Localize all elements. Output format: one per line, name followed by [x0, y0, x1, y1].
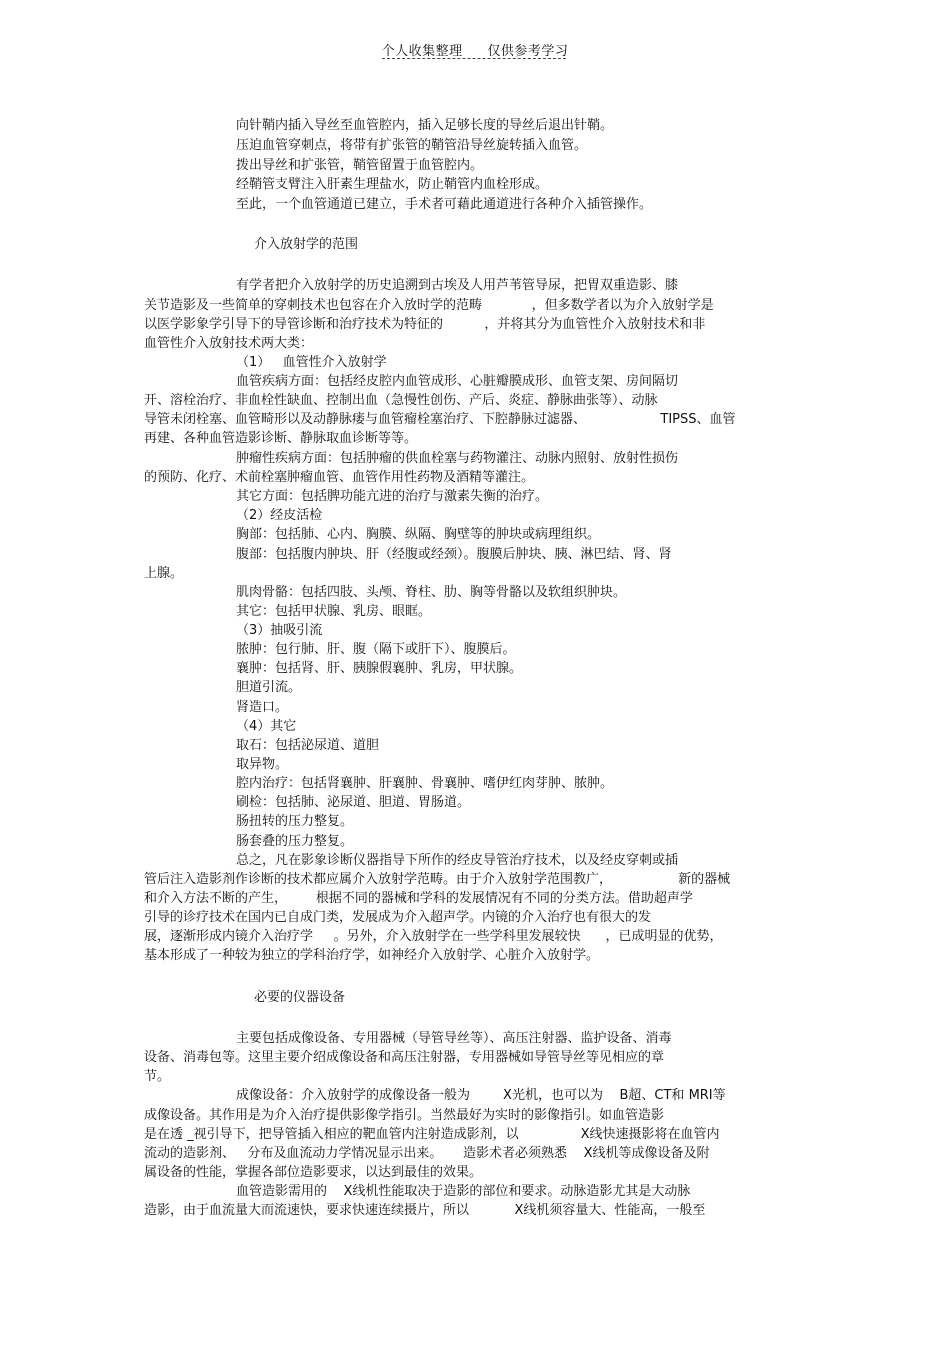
text-line: 属设备的性能，掌握各部位造影要求，以达到最佳的效果。: [144, 1165, 483, 1180]
text-line: 其它：包括甲状腺、乳房、眼眶。: [236, 604, 432, 619]
text-line: 取石：包括泌尿道、道胆: [236, 738, 380, 753]
text-line: 展，逐渐形成内镜介入治疗学 。另外，介入放射学在一些学科里发展较快 ，已成明显的优势，: [144, 929, 723, 944]
text-line: 再建、各种血管造影诊断、静脉取血诊断等等。: [144, 431, 418, 446]
text-line: 节。: [144, 1069, 171, 1084]
text-line: （3）抽吸引流: [236, 623, 323, 638]
text-line: （1） 血管性介入放射学: [236, 355, 387, 370]
text-line: 流动的造影剂、 分布及血流动力学情况显示出来。 造影术者必须熟悉 X线机等成像设备及附: [144, 1146, 710, 1161]
text-line: 上腺。: [144, 566, 184, 581]
text-line: 肾造口。: [236, 700, 289, 715]
text-line: 向针鞘内插入导丝至血管腔内，插入足够长度的导丝后退出针鞘。: [236, 118, 614, 133]
text-line: 是在透 _视引导下，把导管插入相应的靶血管内注射造成影剂，以 X线快速摄影将在血管内: [144, 1127, 720, 1142]
text-line: 的预防、化疗、术前栓塞肿瘤血管、血管作用性药物及酒精等灌注。: [144, 470, 535, 485]
text-line: 襄肿：包括肾、肝、胰腺假襄肿、乳房，甲状腺。: [236, 661, 523, 676]
header-right-text: 仅供参考学习: [487, 44, 569, 59]
text-line: 总之，凡在影象诊断仪器指导下所作的经皮导管治疗技术，以及经皮穿刺或插: [236, 853, 679, 868]
text-line: 关节造影及一些简单的穿刺技术也包容在介入放时学的范畴 ，但多数学者以为介入放射学是: [144, 298, 714, 313]
text-line: 基本形成了一种较为独立的学科治疗学，如神经介入放射学、心脏介入放射学。: [144, 948, 600, 963]
text-line: 脓肿：包行肺、肝、腹（隔下或肝下）、腹膜后。: [236, 642, 516, 657]
text-line: 胆道引流。: [236, 680, 302, 695]
text-line: 介入放射学的范围: [254, 237, 359, 252]
text-line: 肠套叠的压力整复。: [236, 834, 354, 849]
text-line: 成像设备。其作用是为介入治疗提供影像学指引。当然最好为实时的影像指引。如血管造影: [144, 1108, 665, 1123]
header-left-text: 个人收集整理: [381, 44, 463, 59]
text-line: 导管未闭栓塞、血管畸形以及动静脉瘘与血管瘤栓塞治疗、下腔静脉过滤器、 TIPSS、血管: [144, 412, 736, 427]
text-line: 肿瘤性疾病方面：包括肿瘤的供血栓塞与药物灌注、动脉内照射、放射性损伤: [236, 451, 679, 466]
text-line: （4）其它: [236, 719, 297, 734]
text-line: 压迫血管穿刺点，将带有扩张管的鞘管沿导丝旋转插入血管。: [236, 138, 588, 153]
text-line: 引导的诊疗技术在国内已自成门类，发展成为介入超声学。内镜的介入治疗也有很大的发: [144, 910, 652, 925]
text-line: 血管疾病方面：包括经皮腔内血管成形、心脏瓣膜成形、血管支架、房间隔切: [236, 374, 679, 389]
text-line: （2）经皮活检: [236, 508, 323, 523]
text-line: 刷检：包括肺、泌尿道、胆道、胃肠道。: [236, 795, 471, 810]
text-line: 和介入方法不断的产生， 根据不同的器械和学科的发展情况有不同的分类方法。借助超声学: [144, 891, 693, 906]
text-line: 必要的仪器设备: [254, 990, 346, 1005]
text-line: 设备、消毒包等。这里主要介绍成像设备和高压注射器，专用器械如导管导丝等见相应的章: [144, 1050, 665, 1065]
text-line: 经鞘管支臂注入肝素生理盐水，防止鞘管内血栓形成。: [236, 177, 549, 192]
text-line: 以医学影象学引导下的导管诊断和治疗技术为特征的 ，并将其分为血管性介入放射技术和非: [144, 317, 706, 332]
page-header: [0, 40, 950, 59]
text-line: 管后注入造影剂作诊断的技术都应属介入放射学范畴。由于介入放射学范围教广， 新的器械: [144, 872, 731, 887]
text-line: 肠扭转的压力整复。: [236, 814, 354, 829]
text-line: 有学者把介入放射学的历史追溯到古埃及人用芦苇管导尿，把胃双重造影、膝: [236, 278, 679, 293]
text-line: 血管性介入放射技术两大类：: [144, 336, 314, 351]
text-line: 至此，一个血管通道已建立，手术者可藉此通道进行各种介入插管操作。: [236, 197, 653, 212]
text-line: 腔内治疗：包括肾襄肿、肝襄肿、骨襄肿、嗜伊红肉芽肿、脓肿。: [236, 776, 614, 791]
text-line: 其它方面：包括脾功能亢进的治疗与激素失衡的治疗。: [236, 489, 549, 504]
text-line: 主要包括成像设备、专用器械（导管导丝等）、高压注射器、监护设备、消毒: [236, 1031, 672, 1046]
text-line: 拨出导丝和扩张管，鞘管留置于血管腔内。: [236, 158, 484, 173]
text-line: 胸部：包括肺、心内、胸膜、纵隔、胸壁等的肿块或病理组织。: [236, 527, 601, 542]
header-divider: [382, 58, 566, 59]
text-line: 肌肉骨骼：包括四肢、头颅、脊柱、肋、胸等骨骼以及软组织肿块。: [236, 585, 627, 600]
text-line: 开、溶栓治疗、非血栓性缺血、控制出血（急慢性创伤、产后、炎症、静脉曲张等）、动脉: [144, 393, 658, 408]
text-line: 血管造影需用的 X线机性能取决于造影的部位和要求。动脉造影尤其是大动脉: [236, 1184, 691, 1199]
text-line: 取异物。: [236, 757, 289, 772]
text-line: 造影，由于血流量大而流速快，要求快速连续摄片，所以 X线机须容量大、性能高，一般至: [144, 1203, 706, 1218]
text-line: 腹部：包括腹内肿块、肝（经腹或经颈）。腹膜后肿块、胰、淋巴结、肾、肾: [236, 547, 672, 562]
text-line: 成像设备：介入放射学的成像设备一般为 X光机，也可以为 B超、CT和 MRI等: [236, 1088, 726, 1103]
